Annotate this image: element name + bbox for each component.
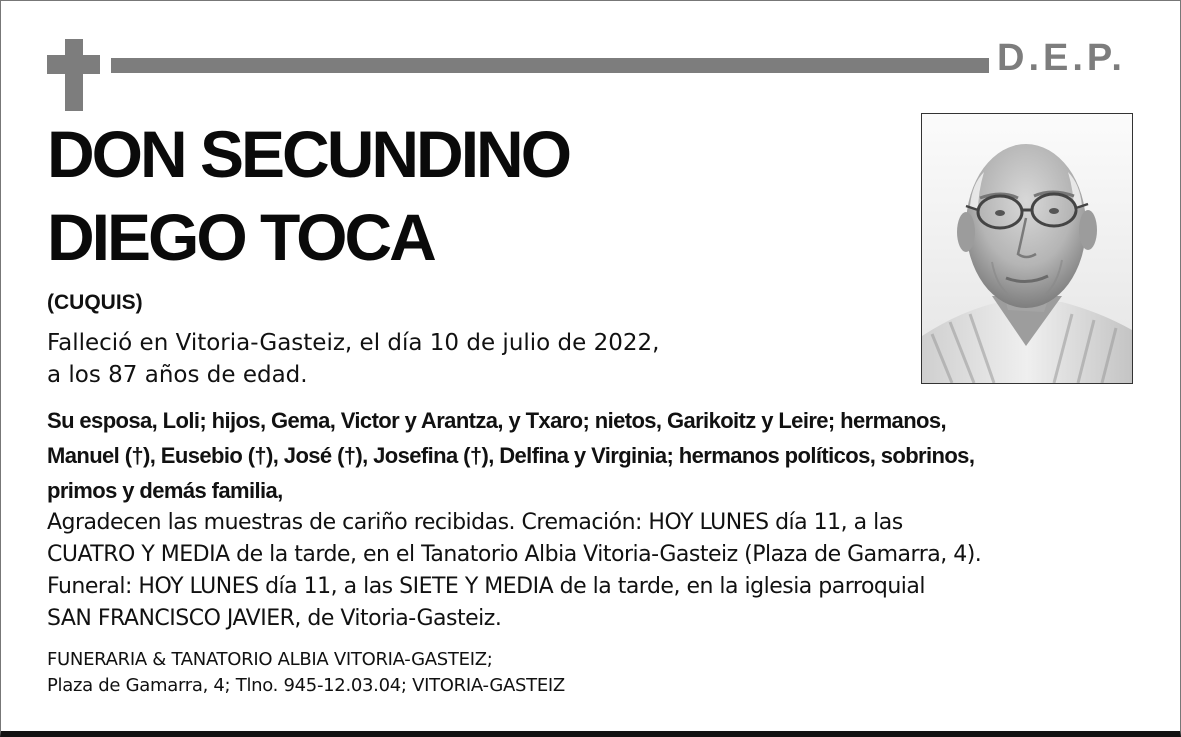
family-list	[47, 403, 1147, 508]
ceremony-line: CUATRO Y MEDIA de la tarde, en el Tanatorio Albia Vitoria-Gasteiz (Plaza de Gamarra, 4).	[47, 542, 982, 567]
dep-label: D.E.P.	[997, 37, 1126, 79]
ceremony-line: SAN FRANCISCO JAVIER, de Vitoria-Gasteiz.	[47, 606, 502, 631]
deceased-name-line1: DON SECUNDINO	[47, 117, 570, 191]
funeral-home-name: FUNERARIA & TANATORIO ALBIA VITORIA-GASTEIZ;	[47, 649, 493, 670]
ceremony-details	[47, 507, 981, 635]
ceremony-line: Agradecen las muestras de cariño recibidas. Cremación: HOY LUNES día 11, a las	[47, 510, 903, 535]
family-line: Su esposa, Loli; hijos, Gema, Victor y Arantza, y Txaro; nietos, Garikoitz y Leire; hermanos,	[47, 408, 947, 433]
death-notice-line: a los 87 años de edad.	[47, 362, 308, 388]
death-notice	[47, 327, 659, 391]
family-line: Manuel (†), Eusebio (†), José (†), Josefina (†), Delfina y Virginia; hermanos políticos, sobrinos,	[47, 443, 975, 468]
deceased-name-line2: DIEGO TOCA	[47, 200, 434, 274]
header-rule	[111, 58, 989, 73]
portrait-photo	[921, 113, 1133, 384]
funeral-home-address: Plaza de Gamarra, 4; Tlno. 945-12.03.04; VITORIA-GASTEIZ	[47, 675, 565, 696]
cross-icon-arm	[47, 55, 100, 74]
portrait-illustration	[922, 114, 1132, 383]
cross-icon	[65, 39, 83, 111]
family-line: primos y demás familia,	[47, 478, 283, 503]
death-notice-line: Falleció en Vitoria-Gasteiz, el día 10 de julio de 2022,	[47, 330, 660, 356]
ceremony-line: Funeral: HOY LUNES día 11, a las SIETE Y MEDIA de la tarde, en la iglesia parroquial	[47, 574, 926, 599]
deceased-nickname: (CUQUIS)	[47, 291, 143, 314]
funeral-home-info	[47, 647, 565, 699]
